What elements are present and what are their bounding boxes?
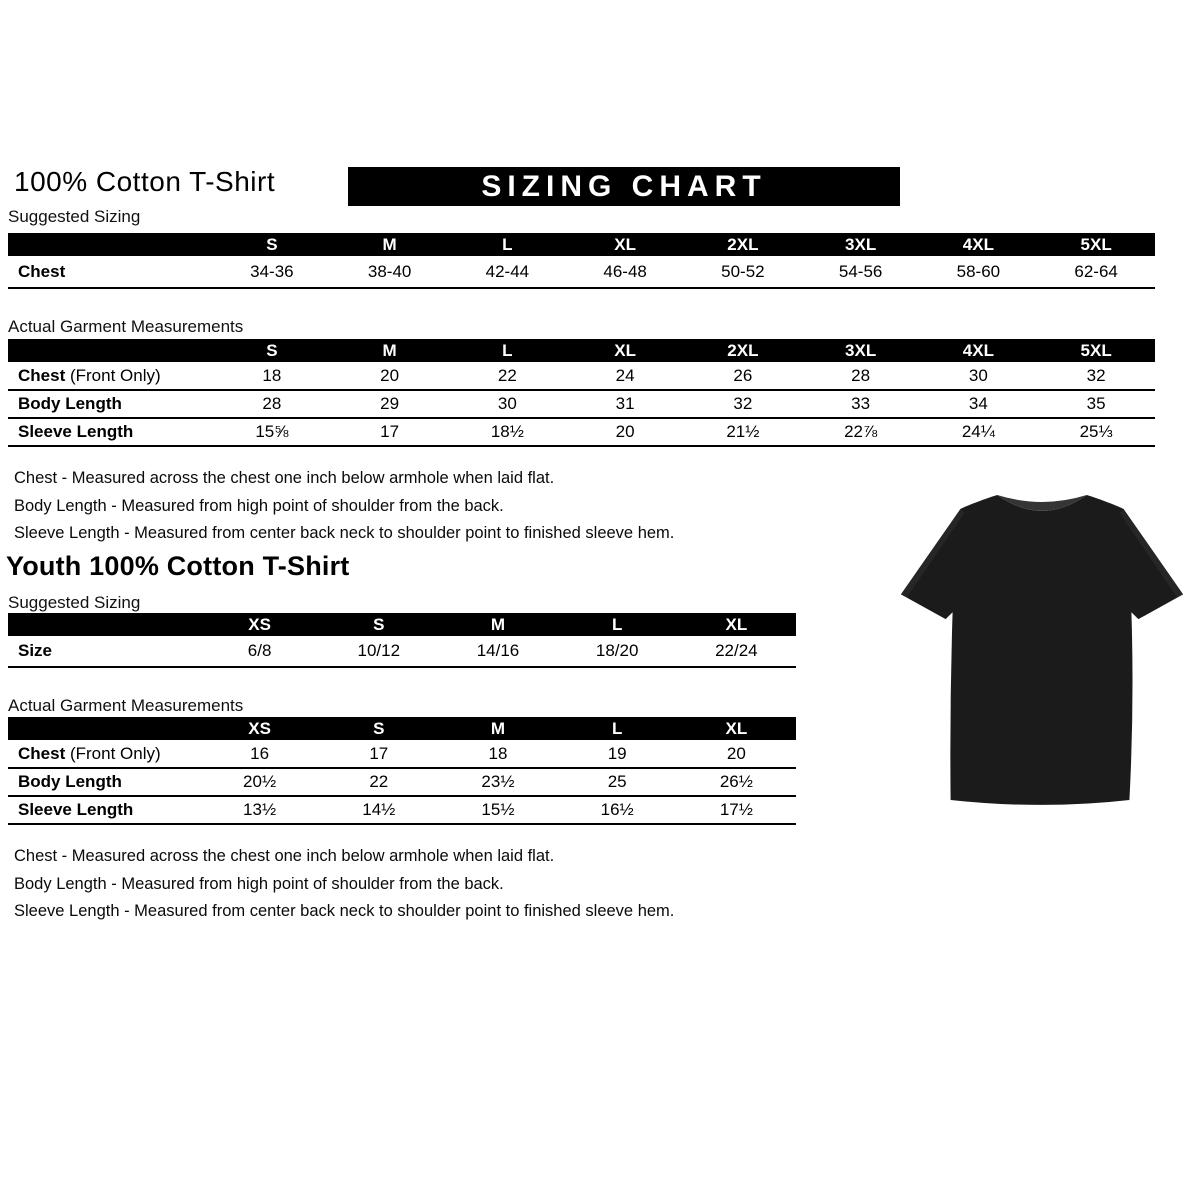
measurement-value: 22 bbox=[319, 768, 438, 796]
size-column-header: 4XL bbox=[920, 339, 1038, 362]
measurement-value: 15½ bbox=[438, 796, 557, 824]
measurement-row bbox=[8, 796, 796, 824]
measurement-value: 18 bbox=[213, 362, 331, 390]
row-label bbox=[8, 390, 213, 418]
youth-measurement-notes bbox=[14, 843, 674, 926]
row-label bbox=[8, 362, 213, 390]
size-column-header: 5XL bbox=[1037, 339, 1155, 362]
measurement-row bbox=[8, 256, 1155, 288]
row-label-text: Body Length bbox=[18, 394, 122, 413]
measurement-value: 32 bbox=[1037, 362, 1155, 390]
size-column-header: 5XL bbox=[1037, 233, 1155, 256]
measurement-row bbox=[8, 390, 1155, 418]
size-column-header: L bbox=[558, 717, 677, 740]
size-column-header: XL bbox=[677, 613, 796, 636]
youth-actual-measurements-table bbox=[8, 717, 796, 825]
measurement-value: 18 bbox=[438, 740, 557, 768]
measurement-value: 24¼ bbox=[920, 418, 1038, 446]
adult-actual-measurements-label: Actual Garment Measurements bbox=[8, 317, 244, 336]
measurement-value: 17 bbox=[331, 418, 449, 446]
size-header-row bbox=[8, 717, 796, 740]
size-column-header: 4XL bbox=[920, 233, 1038, 256]
measurement-row bbox=[8, 362, 1155, 390]
row-label-text: Sleeve Length bbox=[18, 422, 134, 441]
size-column-header: 3XL bbox=[802, 233, 920, 256]
size-column-header: S bbox=[213, 233, 331, 256]
size-column-header: 3XL bbox=[802, 339, 920, 362]
measurement-value: 18/20 bbox=[558, 636, 677, 667]
size-header-row bbox=[8, 233, 1155, 256]
measurement-value: 14½ bbox=[319, 796, 438, 824]
row-label-text: Body Length bbox=[18, 772, 122, 791]
measurement-value: 28 bbox=[213, 390, 331, 418]
measurement-value: 26½ bbox=[677, 768, 796, 796]
measurement-value: 34-36 bbox=[213, 256, 331, 288]
size-column-header: S bbox=[213, 339, 331, 362]
youth-suggested-sizing-label: Suggested Sizing bbox=[8, 593, 141, 612]
size-column-header: 2XL bbox=[684, 339, 802, 362]
size-header-row bbox=[8, 613, 796, 636]
measurement-value: 19 bbox=[558, 740, 677, 768]
measurement-value: 23½ bbox=[438, 768, 557, 796]
measurement-value: 29 bbox=[331, 390, 449, 418]
row-label-note: (Front Only) bbox=[65, 365, 161, 385]
measurement-value: 28 bbox=[802, 362, 920, 390]
measurement-note-line: Body Length - Measured from high point of shoulder from the back. bbox=[14, 496, 504, 515]
measurement-value: 13½ bbox=[200, 796, 319, 824]
measurement-value: 62-64 bbox=[1037, 256, 1155, 288]
header-spacer-cell bbox=[8, 717, 200, 740]
size-column-header: L bbox=[558, 613, 677, 636]
measurement-value: 16 bbox=[200, 740, 319, 768]
row-label-text: Chest bbox=[18, 743, 66, 763]
measurement-value: 34 bbox=[920, 390, 1038, 418]
size-column-header: XL bbox=[677, 717, 796, 740]
measurement-value: 15⅝ bbox=[213, 418, 331, 446]
measurement-value: 42-44 bbox=[449, 256, 567, 288]
black-tshirt-image bbox=[893, 477, 1191, 815]
measurement-value: 14/16 bbox=[438, 636, 557, 667]
measurement-value: 35 bbox=[1037, 390, 1155, 418]
measurement-value: 30 bbox=[920, 362, 1038, 390]
measurement-value: 6/8 bbox=[200, 636, 319, 667]
adult-section-title: 100% Cotton T-Shirt bbox=[14, 166, 276, 197]
measurement-row bbox=[8, 636, 796, 667]
measurement-note-line: Chest - Measured across the chest one inch below armhole when laid flat. bbox=[14, 469, 555, 487]
measurement-value: 25 bbox=[558, 768, 677, 796]
adult-suggested-sizing-table bbox=[8, 233, 1155, 289]
row-label-text: Size bbox=[18, 641, 53, 660]
adult-actual-measurements-table bbox=[8, 339, 1155, 447]
row-label-text: Chest bbox=[18, 261, 66, 281]
size-column-header: M bbox=[438, 613, 557, 636]
measurement-value: 16½ bbox=[558, 796, 677, 824]
row-label bbox=[8, 768, 200, 796]
row-label bbox=[8, 636, 200, 667]
size-column-header: L bbox=[449, 233, 567, 256]
measurement-value: 54-56 bbox=[802, 256, 920, 288]
size-column-header: XS bbox=[200, 717, 319, 740]
row-label-text: Sleeve Length bbox=[18, 800, 134, 819]
tshirt-graphic bbox=[893, 477, 1191, 815]
measurement-row bbox=[8, 768, 796, 796]
measurement-value: 24 bbox=[566, 362, 684, 390]
row-label bbox=[8, 796, 200, 824]
measurement-value: 26 bbox=[684, 362, 802, 390]
measurement-value: 17½ bbox=[677, 796, 796, 824]
measurement-row bbox=[8, 418, 1155, 446]
measurement-value: 22/24 bbox=[677, 636, 796, 667]
measurement-note-line: Body Length - Measured from high point of shoulder from the back. bbox=[14, 874, 504, 893]
measurement-value: 20½ bbox=[200, 768, 319, 796]
measurement-value: 21½ bbox=[684, 418, 802, 446]
header-spacer-cell bbox=[8, 233, 213, 256]
row-label bbox=[8, 256, 213, 288]
measurement-value: 32 bbox=[684, 390, 802, 418]
measurement-row bbox=[8, 740, 796, 768]
size-column-header: XL bbox=[566, 339, 684, 362]
measurement-value: 46-48 bbox=[566, 256, 684, 288]
sizing-chart-banner: SIZING CHART bbox=[348, 167, 900, 206]
measurement-value: 20 bbox=[566, 418, 684, 446]
measurement-value: 25⅓ bbox=[1037, 418, 1155, 446]
youth-actual-measurements-label: Actual Garment Measurements bbox=[8, 696, 244, 715]
size-header-row bbox=[8, 339, 1155, 362]
measurement-value: 20 bbox=[331, 362, 449, 390]
size-column-header: M bbox=[331, 233, 449, 256]
measurement-value: 38-40 bbox=[331, 256, 449, 288]
size-column-header: M bbox=[438, 717, 557, 740]
size-column-header: XS bbox=[200, 613, 319, 636]
measurement-note-line: Sleeve Length - Measured from center back neck to shoulder point to finished sleeve hem. bbox=[14, 902, 675, 920]
size-column-header: 2XL bbox=[684, 233, 802, 256]
size-column-header: M bbox=[331, 339, 449, 362]
row-label-text: Chest bbox=[18, 365, 66, 385]
header-spacer-cell bbox=[8, 339, 213, 362]
youth-suggested-sizing-table bbox=[8, 613, 796, 668]
size-column-header: L bbox=[449, 339, 567, 362]
row-label-note: (Front Only) bbox=[65, 743, 161, 763]
measurement-value: 33 bbox=[802, 390, 920, 418]
measurement-note-line: Sleeve Length - Measured from center back neck to shoulder point to finished sleeve hem. bbox=[14, 524, 675, 542]
adult-suggested-sizing-label: Suggested Sizing bbox=[8, 207, 141, 226]
measurement-value: 18½ bbox=[449, 418, 567, 446]
measurement-note-line: Chest - Measured across the chest one inch below armhole when laid flat. bbox=[14, 847, 555, 865]
measurement-value: 10/12 bbox=[319, 636, 438, 667]
measurement-value: 58-60 bbox=[920, 256, 1038, 288]
measurement-value: 20 bbox=[677, 740, 796, 768]
youth-section-title: Youth 100% Cotton T-Shirt bbox=[6, 551, 350, 581]
row-label bbox=[8, 418, 213, 446]
adult-measurement-notes bbox=[14, 465, 674, 548]
header-spacer-cell bbox=[8, 613, 200, 636]
measurement-value: 22 bbox=[449, 362, 567, 390]
measurement-value: 17 bbox=[319, 740, 438, 768]
measurement-value: 31 bbox=[566, 390, 684, 418]
row-label bbox=[8, 740, 200, 768]
size-column-header: S bbox=[319, 613, 438, 636]
measurement-value: 22⅞ bbox=[802, 418, 920, 446]
size-column-header: XL bbox=[566, 233, 684, 256]
size-column-header: S bbox=[319, 717, 438, 740]
measurement-value: 50-52 bbox=[684, 256, 802, 288]
measurement-value: 30 bbox=[449, 390, 567, 418]
